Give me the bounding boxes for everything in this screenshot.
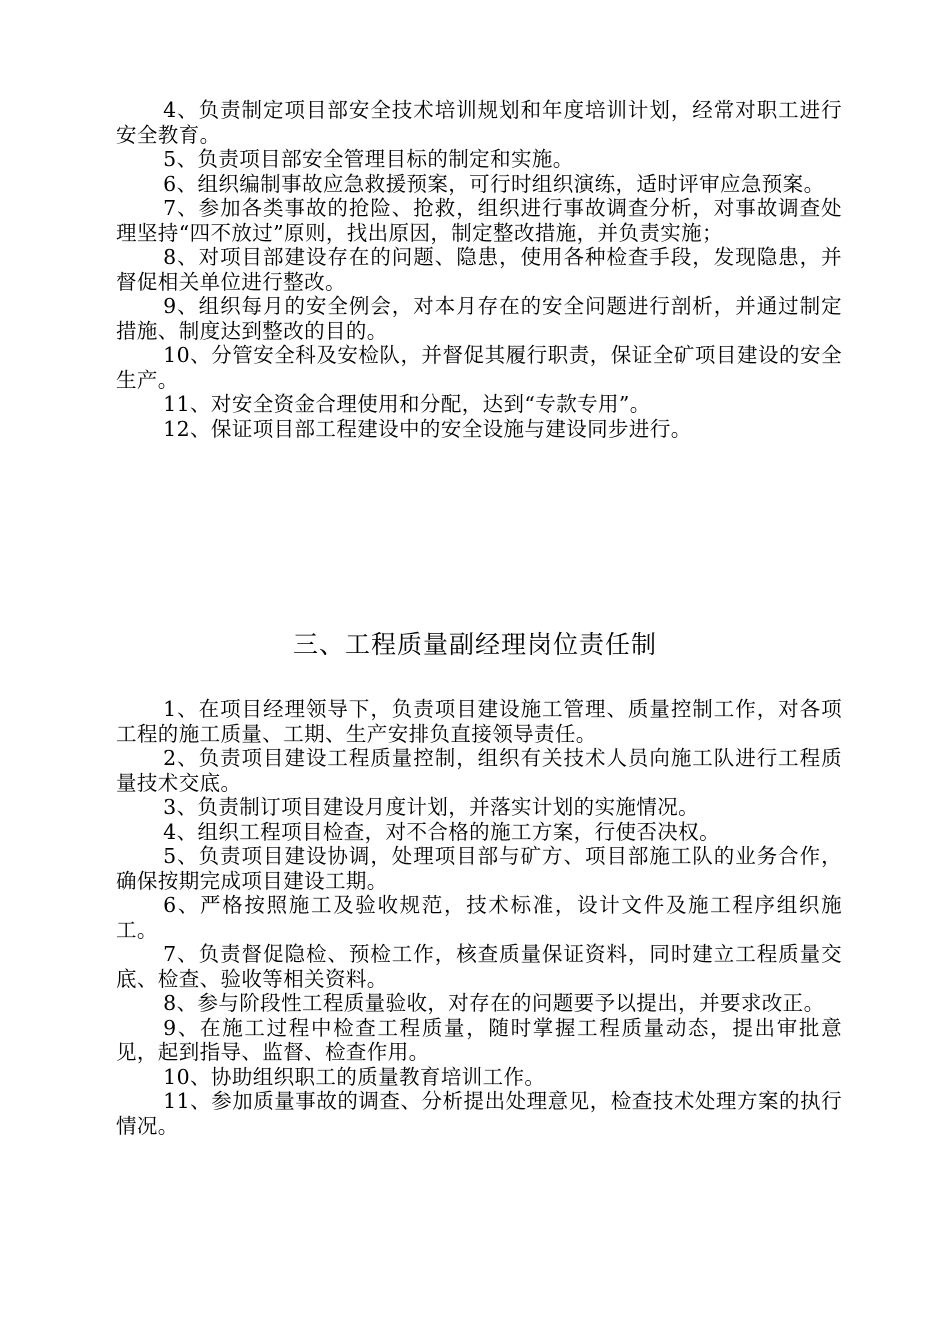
quality-item-3: 3、负责制订项目建设月度计划，并落实计划的实施情况。 bbox=[163, 795, 700, 819]
quality-item-8: 8、参与阶段性工程质量验收，对存在的问题要予以提出，并要求改正。 bbox=[163, 991, 825, 1015]
quality-item-1: 1、在项目经理领导下，负责项目建设施工管理、质量控制工作，对各项工程的施工质量、工期、生产安排负直接领导责任。 bbox=[116, 697, 842, 746]
quality-item-5: 5、负责项目建设协调，处理项目部与矿方、项目部施工队的业务合作，确保按期完成项目建设工期。 bbox=[116, 844, 842, 893]
duty-item-8: 8、对项目部建设存在的问题、隐患，使用各种检查手段，发现隐患，并督促相关单位进行整改。 bbox=[116, 245, 842, 294]
quality-item-6: 6、严格按照施工及验收规范，技术标准，设计文件及施工程序组织施工。 bbox=[116, 893, 842, 942]
duty-item-10: 10、分管安全科及安检队，并督促其履行职责，保证全矿项目建设的安全生产。 bbox=[116, 343, 842, 392]
duty-item-7: 7、参加各类事故的抢险、抢救，组织进行事故调查分析，对事故调查处理坚持“四不放过”原则，找出原因，制定整改措施，并负责实施； bbox=[116, 196, 842, 245]
quality-item-10: 10、协助组织职工的质量教育培训工作。 bbox=[163, 1064, 546, 1089]
duty-item-6: 6、组织编制事故应急救援预案，可行时组织演练，适时评审应急预案。 bbox=[163, 171, 825, 196]
quality-item-7: 7、负责督促隐检、预检工作，核查质量保证资料，同时建立工程质量交底、检查、验收等相关资料。 bbox=[116, 942, 842, 991]
safety-duties-list bbox=[116, 98, 842, 441]
quality-item-2: 2、负责项目建设工程质量控制，组织有关技术人员向施工队进行工程质量技术交底。 bbox=[116, 746, 842, 795]
quality-duties-list bbox=[116, 697, 842, 1138]
duty-item-11: 11、对安全资金合理使用和分配，达到“专款专用”。 bbox=[163, 392, 651, 416]
duty-item-5: 5、负责项目部安全管理目标的制定和实施。 bbox=[163, 147, 574, 171]
quality-item-9: 9、在施工过程中检查工程质量，随时掌握工程质量动态，提出审批意见，起到指导、监督、检查作用。 bbox=[116, 1015, 842, 1064]
duty-item-4: 4、负责制定项目部安全技术培训规划和年度培训计划，经常对职工进行安全教育。 bbox=[116, 98, 842, 147]
section-title: 三、工程质量副经理岗位责任制 bbox=[292, 630, 657, 659]
duty-item-12: 12、保证项目部工程建设中的安全设施与建设同步进行。 bbox=[163, 416, 692, 441]
duty-item-9: 9、组织每月的安全例会，对本月存在的安全问题进行剖析，并通过制定措施、制度达到整改的目的。 bbox=[116, 294, 842, 343]
quality-item-4: 4、组织工程项目检查，对不合格的施工方案，行使否决权。 bbox=[163, 819, 720, 844]
quality-item-11: 11、参加质量事故的调查、分析提出处理意见，检查技术处理方案的执行情况。 bbox=[116, 1089, 842, 1138]
